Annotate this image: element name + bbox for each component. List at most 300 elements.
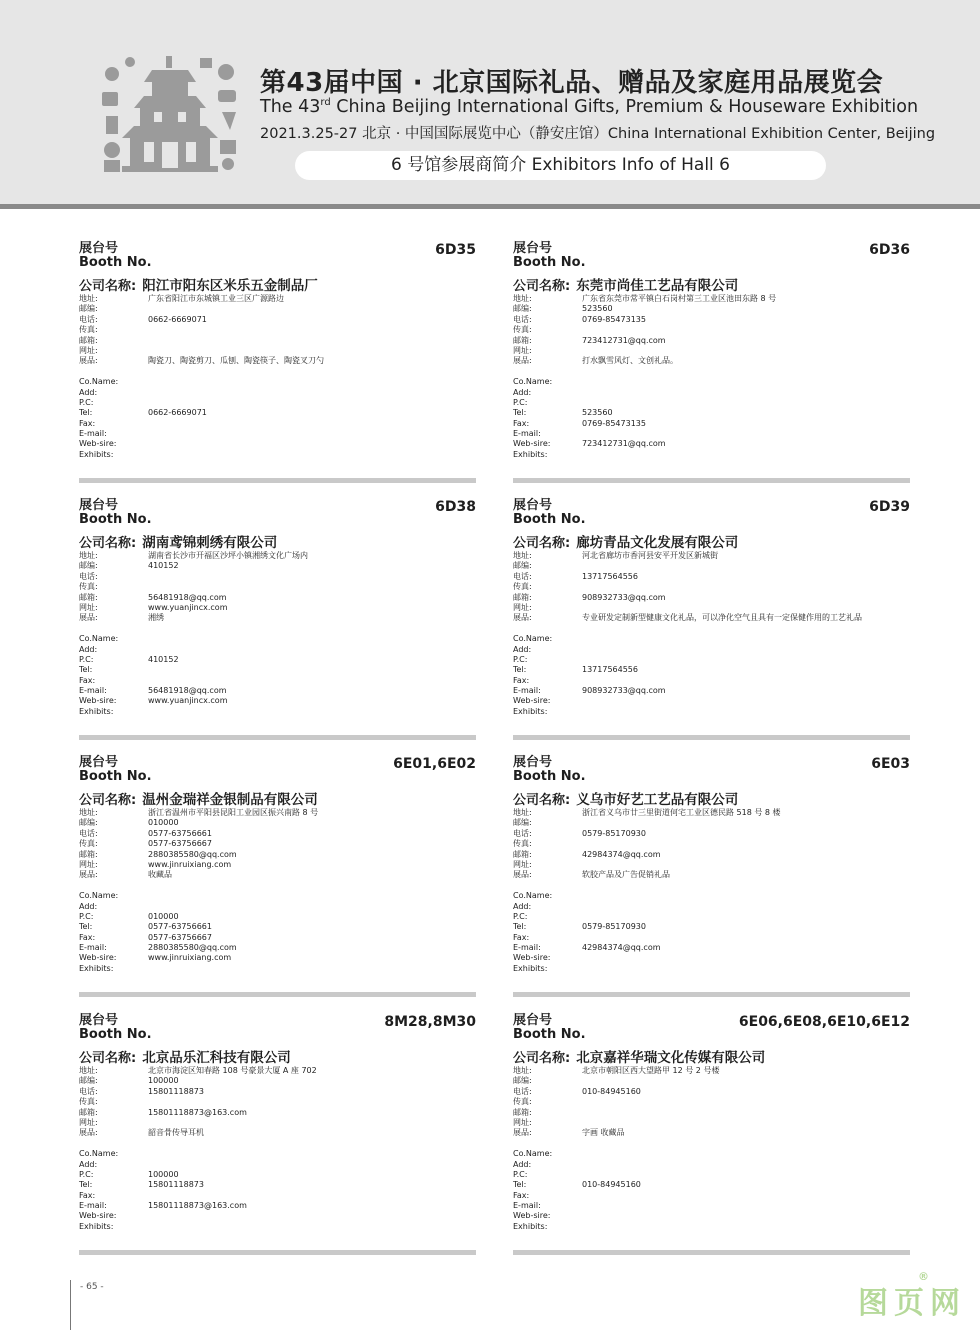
- field-label: 邮箱:: [513, 849, 532, 859]
- section-gap: [79, 881, 476, 891]
- field-label: E-mail:: [513, 943, 541, 953]
- field-label: Exhibits:: [79, 706, 114, 716]
- field-label: 展品:: [79, 870, 98, 880]
- field-label: 传真:: [513, 325, 532, 335]
- field-label: 地址:: [79, 808, 98, 817]
- company-name: 义乌市好艺工艺品有限公司: [576, 792, 739, 808]
- booth-label-en: Booth No.: [79, 769, 152, 784]
- company-name: 东莞市尚佳工艺品有限公司: [576, 278, 739, 294]
- field-label: E-mail:: [79, 429, 107, 439]
- field-value: 2880385580@qq.com: [148, 943, 237, 953]
- field-row-cn: [79, 336, 476, 346]
- field-row-cn: [513, 1087, 910, 1097]
- field-row-en: [513, 377, 910, 387]
- field-label: P.C:: [79, 397, 94, 407]
- field-label: P.C:: [79, 911, 94, 921]
- field-row-en: [513, 922, 910, 932]
- card-divider: [79, 992, 476, 997]
- company-row: [79, 788, 318, 808]
- booth-label-en: Booth No.: [79, 512, 152, 527]
- field-label: Co.Name:: [79, 377, 119, 387]
- field-row-cn: [79, 870, 476, 880]
- exhibition-title-cn: 第43届中国 · 北京国际礼品、赠品及家庭用品展览会: [260, 68, 884, 98]
- field-row-en: [79, 1170, 476, 1180]
- company-row: [513, 274, 738, 294]
- field-value: 010-84945160: [582, 1086, 641, 1096]
- field-row-en: [513, 665, 910, 675]
- field-row-cn: [79, 346, 476, 356]
- field-label: E-mail:: [513, 686, 541, 696]
- field-row-en: [513, 953, 910, 963]
- field-row-en: [79, 645, 476, 655]
- field-label: 传真:: [513, 582, 532, 592]
- company-row: [79, 274, 318, 294]
- field-value: 北京市海淀区知春路 108 号豪景大厦 A 座 702: [148, 1066, 317, 1075]
- card-divider: [79, 735, 476, 740]
- field-label: Tel:: [79, 1180, 93, 1190]
- field-label: 网址:: [513, 1117, 532, 1127]
- field-label: 网址:: [513, 602, 532, 612]
- field-value: 42984374@qq.com: [582, 943, 661, 953]
- field-label: 邮箱:: [79, 1107, 98, 1117]
- page-number: - 65 -: [80, 1282, 104, 1292]
- booth-label-en: Booth No.: [513, 1027, 586, 1042]
- field-row-en: [513, 891, 910, 901]
- field-value: 专业研发定制新型健康文化礼品，可以净化空气且具有一定保健作用的工艺礼品: [582, 613, 862, 623]
- exhibition-date-venue: 2021.3.25-27 北京 · 中国国际展览中心（静安庄馆）China International Exhibition Center, Beijing: [260, 126, 936, 142]
- exhibitor-card: [513, 242, 910, 486]
- field-label: Fax:: [513, 675, 530, 685]
- booth-label: [513, 1014, 586, 1042]
- field-label: Fax:: [79, 932, 96, 942]
- field-row-cn: [513, 603, 910, 613]
- field-row-en: [79, 676, 476, 686]
- field-row-en: [513, 696, 910, 706]
- field-value: 0662-6669071: [148, 314, 207, 324]
- field-label: Fax:: [513, 1190, 530, 1200]
- field-row-en: [513, 912, 910, 922]
- field-row-cn: [79, 1076, 476, 1086]
- field-label: 网址:: [79, 1117, 98, 1127]
- company-name: 湖南鸢锦刺绣有限公司: [142, 535, 278, 551]
- field-row-cn: [79, 829, 476, 839]
- field-label: 传真:: [79, 325, 98, 335]
- contact-fields: [79, 1066, 476, 1232]
- company-name: 北京嘉祥华瑞文化传媒有限公司: [576, 1050, 766, 1066]
- field-label: 网址:: [513, 345, 532, 355]
- field-row-en: [79, 1149, 476, 1159]
- field-row-en: [513, 1149, 910, 1159]
- card-divider: [513, 992, 910, 997]
- company-row: [513, 1046, 765, 1066]
- field-row-en: [79, 388, 476, 398]
- field-row-cn: [513, 1108, 910, 1118]
- booth-label-en: Booth No.: [513, 255, 586, 270]
- field-row-en: [79, 1180, 476, 1190]
- field-row-cn: [79, 582, 476, 592]
- field-row-cn: [513, 808, 910, 818]
- booth-number: 6D35: [435, 242, 476, 258]
- field-row-en: [79, 686, 476, 696]
- booth-label-en: Booth No.: [79, 255, 152, 270]
- company-name: 廊坊青品文化发展有限公司: [576, 535, 739, 551]
- field-row-cn: [79, 1097, 476, 1107]
- field-label: Fax:: [513, 932, 530, 942]
- field-row-en: [513, 676, 910, 686]
- field-row-cn: [513, 1066, 910, 1076]
- field-label: Tel:: [513, 922, 527, 932]
- booth-label: [79, 499, 152, 527]
- field-label: P.C:: [79, 1169, 94, 1179]
- field-value: www.yuanjincx.com: [148, 602, 228, 612]
- field-row-cn: [513, 336, 910, 346]
- registered-mark: ®: [918, 1270, 929, 1283]
- exhibitor-card: [79, 756, 476, 1000]
- booth-number: 6D38: [435, 499, 476, 515]
- field-label: 邮箱:: [79, 592, 98, 602]
- company-name: 北京品乐汇科技有限公司: [142, 1050, 291, 1066]
- booth-label-cn: 展台号: [513, 1013, 553, 1028]
- field-value: 410152: [148, 654, 179, 664]
- field-label: Tel:: [513, 665, 527, 675]
- field-row-en: [513, 1201, 910, 1211]
- field-row-en: [513, 902, 910, 912]
- field-value: 15801118873@163.com: [148, 1201, 247, 1211]
- field-label: Web-sire:: [79, 439, 117, 449]
- field-label: Add:: [513, 1159, 532, 1169]
- field-row-cn: [79, 1066, 476, 1076]
- footer-margin-line: [70, 1280, 71, 1330]
- booth-number: 6D36: [869, 242, 910, 258]
- field-label: 传真:: [79, 582, 98, 592]
- field-label: 邮编:: [79, 1076, 98, 1086]
- field-row-cn: [79, 808, 476, 818]
- booth-label-cn: 展台号: [79, 498, 119, 513]
- field-row-en: [79, 429, 476, 439]
- field-value: 010000: [148, 818, 179, 828]
- company-name: 阳江市阳东区米乐五金制品厂: [142, 278, 318, 294]
- field-value: 15801118873: [148, 1180, 204, 1190]
- field-row-cn: [79, 850, 476, 860]
- field-row-cn: [513, 860, 910, 870]
- field-label: Add:: [79, 644, 98, 654]
- field-value: 陶瓷刀、陶瓷剪刀、瓜刨、陶瓷筷子、陶瓷叉刀勺: [148, 356, 324, 366]
- field-label: Web-sire:: [513, 953, 551, 963]
- field-row-en: [513, 1222, 910, 1232]
- field-label: Co.Name:: [513, 377, 553, 387]
- field-label: 邮编:: [79, 304, 98, 314]
- field-label: 邮编:: [79, 561, 98, 571]
- card-divider: [513, 735, 910, 740]
- field-row-cn: [79, 613, 476, 623]
- field-label: 邮编:: [513, 818, 532, 828]
- field-label: Fax:: [79, 418, 96, 428]
- booth-number: 8M28,8M30: [384, 1014, 476, 1030]
- field-row-en: [79, 943, 476, 953]
- card-divider: [79, 1250, 476, 1255]
- field-label: Tel:: [79, 665, 93, 675]
- field-value: 湘绣: [148, 613, 164, 623]
- field-row-en: [79, 439, 476, 449]
- field-label: 地址:: [79, 294, 98, 303]
- field-label: Fax:: [513, 418, 530, 428]
- field-row-en: [513, 1211, 910, 1221]
- field-value: 打水飘雪风灯、文创礼品。: [582, 356, 678, 366]
- hall-banner: 6 号馆参展商简介 Exhibitors Info of Hall 6: [295, 151, 826, 180]
- contact-fields: [513, 551, 910, 717]
- field-value: 收藏品: [148, 870, 172, 880]
- company-label: 公司名称:: [513, 1051, 571, 1066]
- field-row-en: [79, 707, 476, 717]
- field-row-en: [79, 450, 476, 460]
- field-label: 传真:: [79, 839, 98, 849]
- field-row-en: [513, 634, 910, 644]
- field-label: 网址:: [513, 859, 532, 869]
- booth-number: 6D39: [869, 499, 910, 515]
- field-value: 723412731@qq.com: [582, 335, 666, 345]
- field-value: 908932733@qq.com: [582, 592, 666, 602]
- field-label: 邮编:: [79, 818, 98, 828]
- field-label: 展品:: [79, 613, 98, 623]
- field-row-cn: [513, 346, 910, 356]
- watermark-text: 图页网: [858, 1286, 966, 1321]
- booth-label-cn: 展台号: [513, 498, 553, 513]
- exhibitor-card: [79, 1014, 476, 1258]
- field-value: 100000: [148, 1076, 179, 1086]
- field-row-cn: [513, 561, 910, 571]
- field-label: Exhibits:: [513, 1221, 548, 1231]
- field-value: 0769-85473135: [582, 418, 646, 428]
- field-value: 韶音骨传导耳机: [148, 1128, 204, 1138]
- field-label: Co.Name:: [79, 891, 119, 901]
- exhibition-title-en: [260, 97, 918, 117]
- field-label: Add:: [513, 644, 532, 654]
- field-label: Co.Name:: [79, 1149, 119, 1159]
- title-en-suffix: China Beijing International Gifts, Premium & Houseware Exhibition: [330, 97, 919, 117]
- field-label: 地址:: [79, 551, 98, 560]
- field-label: 电话:: [79, 1086, 98, 1096]
- field-label: 展品:: [513, 356, 532, 366]
- field-row-cn: [513, 1118, 910, 1128]
- field-row-en: [79, 408, 476, 418]
- field-label: 邮编:: [513, 304, 532, 314]
- field-label: Co.Name:: [79, 634, 119, 644]
- field-row-cn: [79, 315, 476, 325]
- field-label: 网址:: [79, 345, 98, 355]
- field-row-en: [513, 450, 910, 460]
- field-label: Exhibits:: [79, 963, 114, 973]
- card-divider: [513, 1250, 910, 1255]
- field-label: E-mail:: [79, 943, 107, 953]
- field-label: 邮箱:: [513, 1107, 532, 1117]
- field-label: 传真:: [513, 839, 532, 849]
- field-label: 电话:: [79, 571, 98, 581]
- field-label: Web-sire:: [513, 1211, 551, 1221]
- company-label: 公司名称:: [513, 793, 571, 808]
- field-row-cn: [513, 870, 910, 880]
- field-label: 传真:: [513, 1097, 532, 1107]
- field-value: 410152: [148, 561, 179, 571]
- field-row-cn: [513, 551, 910, 561]
- field-label: 电话:: [513, 1086, 532, 1096]
- booth-number: 6E03: [871, 756, 910, 772]
- field-row-en: [513, 388, 910, 398]
- contact-fields: [513, 808, 910, 974]
- field-row-en: [513, 1160, 910, 1170]
- booth-label: [513, 499, 586, 527]
- field-label: 传真:: [79, 1097, 98, 1107]
- field-value: 广东省阳江市东城镇工业三区广源路边: [148, 294, 284, 303]
- field-value: 908932733@qq.com: [582, 686, 666, 696]
- field-row-cn: [79, 839, 476, 849]
- booth-label-cn: 展台号: [79, 755, 119, 770]
- field-row-en: [513, 1170, 910, 1180]
- field-label: Exhibits:: [513, 449, 548, 459]
- ordinal-suffix: rd: [320, 97, 331, 108]
- field-label: P.C:: [513, 911, 528, 921]
- field-label: Exhibits:: [513, 706, 548, 716]
- field-row-cn: [513, 356, 910, 366]
- section-gap: [513, 881, 910, 891]
- field-row-cn: [513, 839, 910, 849]
- field-label: 展品:: [79, 356, 98, 366]
- section-gap: [513, 1139, 910, 1149]
- field-row-en: [513, 1180, 910, 1190]
- field-value: 56481918@qq.com: [148, 592, 227, 602]
- field-row-cn: [79, 294, 476, 304]
- field-value: 0577-63756667: [148, 839, 212, 849]
- field-row-en: [513, 655, 910, 665]
- field-label: 邮箱:: [79, 849, 98, 859]
- field-value: 字画 收藏品: [582, 1128, 625, 1138]
- field-row-en: [79, 953, 476, 963]
- field-row-en: [79, 933, 476, 943]
- company-row: [513, 788, 738, 808]
- field-row-en: [79, 891, 476, 901]
- field-row-en: [79, 912, 476, 922]
- field-row-en: [513, 408, 910, 418]
- field-value: 河北省廊坊市香河县安平开发区新城街: [582, 551, 718, 560]
- field-label: P.C:: [513, 397, 528, 407]
- field-row-cn: [513, 613, 910, 623]
- field-label: Web-sire:: [79, 1211, 117, 1221]
- section-gap: [79, 624, 476, 634]
- field-label: 展品:: [513, 1128, 532, 1138]
- booth-label-en: Booth No.: [79, 1027, 152, 1042]
- field-label: Add:: [79, 901, 98, 911]
- field-row-en: [513, 933, 910, 943]
- field-label: 电话:: [79, 314, 98, 324]
- field-row-cn: [79, 356, 476, 366]
- field-label: E-mail:: [79, 1201, 107, 1211]
- field-label: Co.Name:: [513, 891, 553, 901]
- field-label: 网址:: [79, 602, 98, 612]
- field-row-cn: [513, 829, 910, 839]
- field-value: 0577-63756667: [148, 932, 212, 942]
- field-label: E-mail:: [513, 1201, 541, 1211]
- field-row-en: [79, 902, 476, 912]
- field-row-en: [79, 922, 476, 932]
- company-label: 公司名称:: [79, 1051, 137, 1066]
- exhibitor-card: [513, 499, 910, 743]
- field-value: 0662-6669071: [148, 408, 207, 418]
- section-gap: [513, 624, 910, 634]
- exhibitor-card: [79, 242, 476, 486]
- field-row-cn: [513, 593, 910, 603]
- field-row-en: [79, 1211, 476, 1221]
- field-label: Add:: [79, 1159, 98, 1169]
- field-value: 100000: [148, 1169, 179, 1179]
- field-row-en: [513, 398, 910, 408]
- field-value: 010000: [148, 911, 179, 921]
- field-value: 523560: [582, 408, 613, 418]
- field-label: 地址:: [79, 1066, 98, 1075]
- field-row-en: [79, 634, 476, 644]
- booth-label-cn: 展台号: [79, 241, 119, 256]
- field-row-en: [79, 665, 476, 675]
- booth-label: [79, 1014, 152, 1042]
- field-row-en: [79, 1201, 476, 1211]
- company-label: 公司名称:: [513, 279, 571, 294]
- field-row-cn: [79, 818, 476, 828]
- field-label: E-mail:: [79, 686, 107, 696]
- field-value: 0577-63756661: [148, 922, 212, 932]
- field-row-en: [79, 655, 476, 665]
- field-value: 0577-63756661: [148, 828, 212, 838]
- field-row-en: [513, 943, 910, 953]
- field-label: 电话:: [513, 828, 532, 838]
- field-value: 723412731@qq.com: [582, 439, 666, 449]
- field-row-en: [79, 1222, 476, 1232]
- field-row-en: [79, 419, 476, 429]
- field-row-cn: [79, 325, 476, 335]
- exhibition-logo: [100, 52, 240, 176]
- field-row-en: [513, 707, 910, 717]
- field-row-en: [513, 439, 910, 449]
- company-label: 公司名称:: [513, 536, 571, 551]
- booth-number: 6E01,6E02: [393, 756, 476, 772]
- field-row-cn: [513, 582, 910, 592]
- contact-fields: [513, 294, 910, 460]
- field-value: 13717564556: [582, 665, 638, 675]
- field-row-cn: [79, 572, 476, 582]
- booth-label-en: Booth No.: [513, 769, 586, 784]
- field-label: 邮箱:: [513, 335, 532, 345]
- field-row-en: [79, 964, 476, 974]
- company-label: 公司名称:: [79, 279, 137, 294]
- field-value: 0769-85473135: [582, 314, 646, 324]
- field-value: 2880385580@qq.com: [148, 849, 237, 859]
- field-label: 展品:: [513, 870, 532, 880]
- field-value: 13717564556: [582, 571, 638, 581]
- field-value: 15801118873@163.com: [148, 1107, 247, 1117]
- field-row-cn: [513, 304, 910, 314]
- field-row-en: [513, 686, 910, 696]
- site-watermark: [858, 1270, 966, 1322]
- field-label: 地址:: [513, 294, 532, 303]
- section-gap: [79, 367, 476, 377]
- field-label: 地址:: [513, 1066, 532, 1075]
- field-label: E-mail:: [513, 429, 541, 439]
- field-row-en: [79, 696, 476, 706]
- field-label: 地址:: [513, 808, 532, 817]
- field-value: 0579-85170930: [582, 828, 646, 838]
- field-row-en: [79, 1191, 476, 1201]
- field-row-cn: [513, 315, 910, 325]
- field-label: Web-sire:: [513, 439, 551, 449]
- booth-label: [513, 242, 586, 270]
- field-row-cn: [79, 1087, 476, 1097]
